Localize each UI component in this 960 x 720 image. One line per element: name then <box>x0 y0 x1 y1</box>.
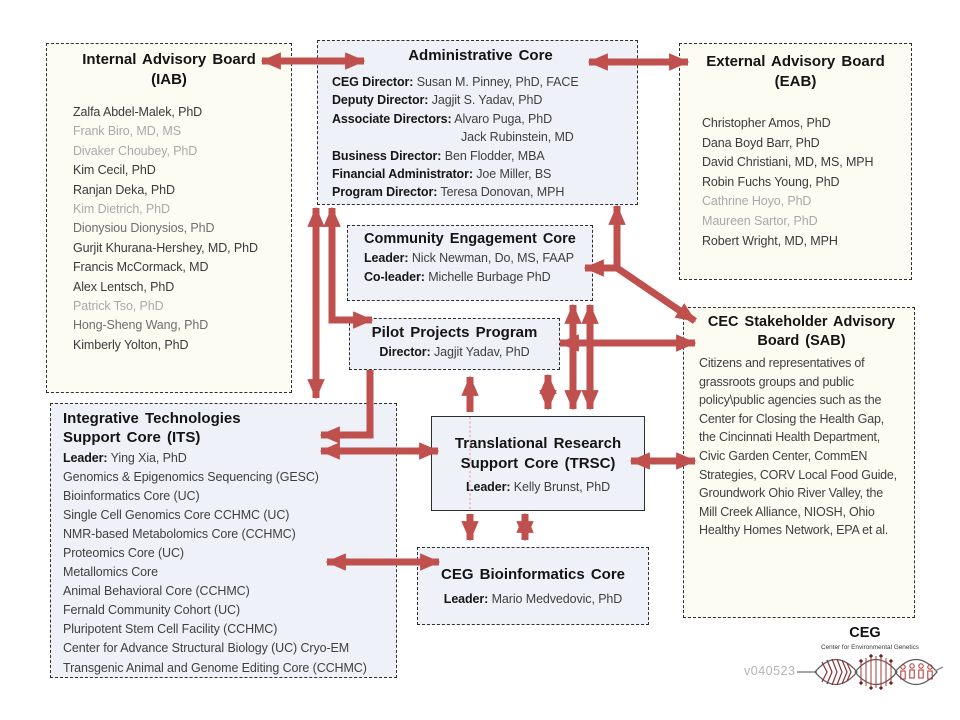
bio-leader-row: Leader: Mario Medvedovic, PhD <box>443 592 623 606</box>
iab-title-line2: (IAB) <box>151 71 187 88</box>
admin-staff-row: Financial Administrator: Joe Miller, BS <box>332 167 552 182</box>
its-facility-row: Leader: Ying Xia, PhD <box>63 451 187 465</box>
trsc-title-line1: Translational Research <box>454 435 622 452</box>
ceg-logo-subtitle: Center for Environmental Genetics <box>820 644 920 651</box>
trsc-title-line2: Support Core (TRSC) <box>460 455 616 472</box>
its-core-box <box>50 403 397 678</box>
eab-member: Dana Boyd Barr, PhD <box>702 135 820 150</box>
sab-title-line2: Board (SAB) <box>757 333 846 349</box>
its-facility-list <box>63 449 392 678</box>
its-facility-row: Transgenic Animal and Genome Editing Core (CCHMC) <box>63 660 367 675</box>
its-title-line2: Support Core (ITS) <box>63 429 201 446</box>
its-facility-row: Pluripotent Stem Cell Facility (CCHMC) <box>63 622 278 637</box>
eab-member: Robin Fuchs Young, PhD <box>702 174 840 189</box>
admin-staff-row: CEG Director: Susan M. Pinney, PhD, FACE <box>332 75 579 89</box>
iab-member: Dionysiou Dionysios, PhD <box>73 221 215 236</box>
its-facility-row: Center for Advance Structural Biology (UC) Cryo-EM <box>63 641 350 656</box>
iab-member: Kim Dietrich, PhD <box>73 202 170 217</box>
eab-title-line2: (EAB) <box>774 73 817 90</box>
its-facility-row: Proteomics Core (UC) <box>63 546 184 561</box>
admin-staff-row: Deputy Director: Jagjit S. Yadav, PhD <box>332 93 543 108</box>
iab-member: Ranjan Deka, PhD <box>73 182 175 197</box>
cec-leader-row: Co-leader: Michelle Burbage PhD <box>364 269 551 284</box>
eab-member: Christopher Amos, PhD <box>702 116 831 130</box>
admin-staff-row: Associate Directors: Alvaro Puga, PhD <box>332 111 553 126</box>
bioinformatics-core-box <box>417 547 649 625</box>
iab-member: Patrick Tso, PhD <box>73 299 164 314</box>
its-facility-row: Animal Behavioral Core (CCHMC) <box>63 584 250 599</box>
iab-member: Hong-Sheng Wang, PhD <box>73 318 209 333</box>
cec-leader-list <box>364 249 586 287</box>
ceg-logo-title: CEG <box>849 625 881 641</box>
its-facility-row: Bioinformatics Core (UC) <box>63 489 200 504</box>
admin-staff-row: Program Director: Teresa Donovan, MPH <box>332 185 565 200</box>
iab-title-line1: Internal Advisory Board <box>82 51 256 68</box>
trsc-leader-row: Leader: Kelly Brunst, PhD <box>465 480 611 494</box>
eab-member: Maureen Sartor, PhD <box>702 213 818 228</box>
iab-member: Divaker Choubey, PhD <box>73 143 198 158</box>
sab-board-box <box>683 307 915 618</box>
bio-leader-list <box>422 590 644 609</box>
its-facility-row: Metallomics Core <box>63 565 158 580</box>
its-facility-row: Single Cell Genomics Core CCHMC (UC) <box>63 508 290 523</box>
its-facility-row: Genomics & Epigenomics Sequencing (GESC) <box>63 470 319 485</box>
iab-member: Kim Cecil, PhD <box>73 163 156 178</box>
iab-board-box <box>46 43 292 393</box>
its-title-line1: Integrative Technologies <box>63 410 241 427</box>
eab-member: Cathrine Hoyo, PhD <box>702 194 812 209</box>
admin-staff-list <box>332 73 629 202</box>
admin-core-box <box>317 40 638 205</box>
its-facility-row: Fernald Community Cohort (UC) <box>63 603 241 618</box>
community-engagement-core-box <box>347 225 593 301</box>
eab-title-line1: External Advisory Board <box>706 53 885 70</box>
bio-title: CEG Bioinformatics Core <box>440 566 626 583</box>
eab-member-list <box>702 114 903 251</box>
eab-member: David Christiani, MD, MS, MPH <box>702 155 874 170</box>
trsc-core-box <box>431 416 645 511</box>
iab-member: Kimberly Yolton, PhD <box>73 337 189 352</box>
iab-member: Alex Lentsch, PhD <box>73 279 175 294</box>
sab-description: Citizens and representatives of grassroots groups and public policy\public agencies such as the Center for Closing the Health Gap, the Cincinnati Health Department, Civic Garden Center, CommEN Strategies, CORV Local Food Guide, Groundwork Ohio River Valley, the Mill Creek Alliance, NIOSH, Ohio Healthy Homes Network, EPA et al. <box>699 356 897 538</box>
sab-title-line1: CEC Stakeholder Advisory <box>707 314 896 330</box>
iab-member-list <box>73 103 283 355</box>
iab-member: Gurjit Khurana-Hershey, MD, PhD <box>73 240 258 255</box>
its-facility-row: NMR-based Metabolomics Core (CCHMC) <box>63 527 296 542</box>
pilot-title: Pilot Projects Program <box>371 324 538 341</box>
eab-member: Robert Wright, MD, MPH <box>702 233 838 248</box>
pilot-director-row: Director: Jagjit Yadav, PhD <box>379 345 530 359</box>
iab-member: Zalfa Abdel-Malek, PhD <box>73 105 203 119</box>
trsc-leader-list <box>436 478 640 497</box>
iab-member: Francis McCormack, MD <box>73 260 209 275</box>
pilot-projects-box <box>349 318 560 370</box>
dna-helix-graphic <box>797 654 943 690</box>
ceg-logo <box>795 620 945 705</box>
admin-staff-row: Jack Rubinstein, MD <box>461 130 574 145</box>
cec-title: Community Engagement Core <box>364 231 576 247</box>
cec-leader-row: Leader: Nick Newman, Do, MS, FAAP <box>364 251 574 265</box>
pilot-director-list <box>354 343 555 362</box>
version-text: v040523 <box>744 664 796 678</box>
admin-staff-row: Business Director: Ben Flodder, MBA <box>332 148 545 163</box>
admin-title: Administrative Core <box>408 47 553 64</box>
eab-board-box <box>679 43 912 280</box>
iab-member: Frank Biro, MD, MS <box>73 124 181 139</box>
